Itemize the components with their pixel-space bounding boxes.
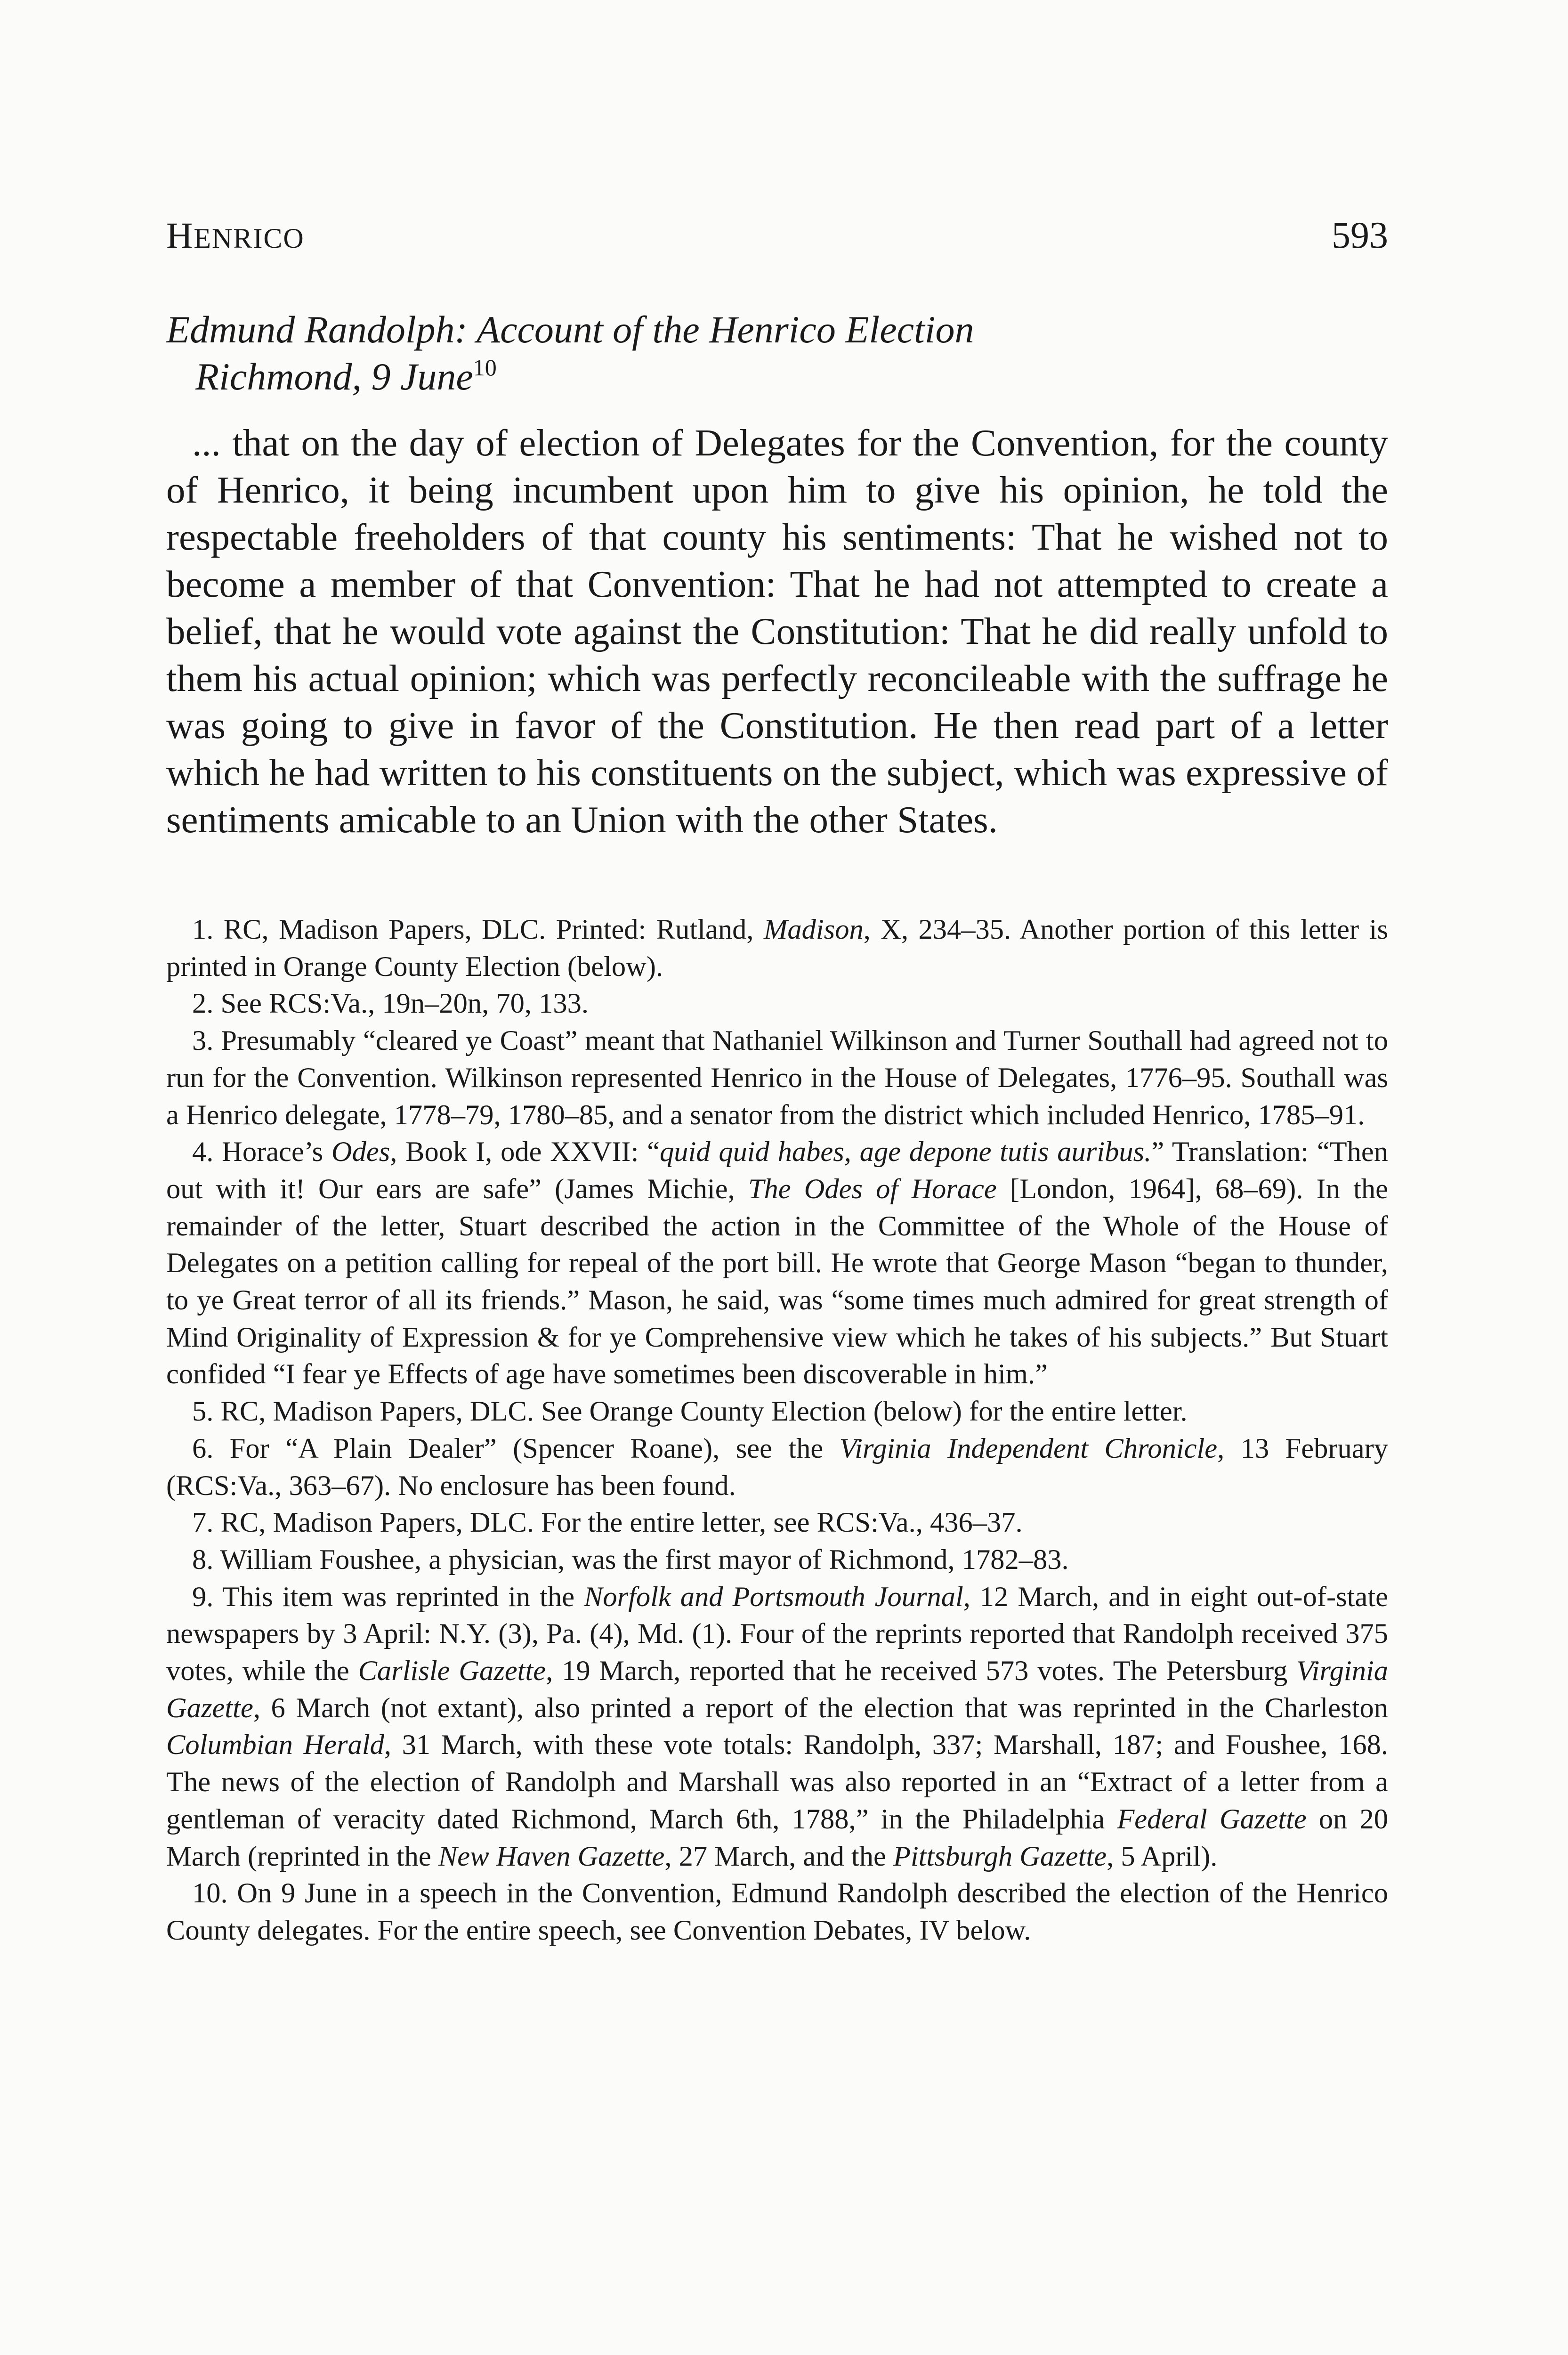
note-reference: 10 (473, 354, 497, 381)
note-italic: Federal Gazette (1117, 1803, 1307, 1835)
note-10: 10. On 9 June in a speech in the Convention, Edmund Randolph described the election of the Henrico County delegates. For the entire speech, see Convention Debates, IV below. (166, 1877, 1388, 1946)
note-text: , 13 February (RCS:Va., 363–67). No enclosure has been found. (166, 1432, 1388, 1502)
note-8: 8. William Foushee, a physician, was the first mayor of Richmond, 1782–83. (192, 1543, 1069, 1575)
document-title: Edmund Randolph: Account of the Henrico Election (166, 308, 974, 351)
page-number: 593 (1332, 215, 1388, 256)
note-italic: Odes (331, 1136, 390, 1168)
note-4 (166, 1134, 1388, 1393)
document-dateline (195, 353, 497, 400)
note-text: [London, 1964], 68–69). In the remainder of the letter, Stuart described the action in the Committee of the Whole of the House of Delegates on a petition calling for repeal of the port bill. He wrote that George Mason “began to thunder, to ye Great terror of all its friends.” Mason, he said, was “some times much admired for great strength of Mind Originality of Expression & for ye Comprehensive view which he takes of his subjects.” But Stuart confided “I fear ye Effects of age have sometimes been discoverable in him.” (166, 1173, 1388, 1390)
note-italic: Virginia Gazette (166, 1655, 1389, 1724)
note-text: ” Translation: “Then out with it! Our ears are safe” (James Michie, (166, 1136, 1388, 1205)
running-head (166, 214, 1388, 271)
note-italic: New Haven Gazette (438, 1840, 665, 1872)
note-italic: Virginia Independent Chronicle (839, 1432, 1218, 1464)
note-italic: Carlisle Gazette (358, 1655, 546, 1687)
dateline-text: Richmond, 9 June (195, 355, 473, 398)
note-text: , 19 March, reported that he received 573 votes. The Petersburg (546, 1655, 1297, 1687)
note-text: , X, 234–35. Another portion of this letter is printed in Orange County Election (below). (166, 914, 1388, 983)
note-italic: Columbian Herald (166, 1729, 384, 1761)
note-text: 1. RC, Madison Papers, DLC. Printed: Rutland, (192, 914, 764, 945)
notes-list (166, 911, 1388, 1949)
note-italic: The Odes of Horace (748, 1173, 997, 1205)
note-italic: Pittsburgh Gazette (893, 1840, 1107, 1872)
note-text: 4. Horace’s (192, 1136, 331, 1168)
note-text: 6. For “A Plain Dealer” (Spencer Roane), see the (192, 1432, 840, 1464)
note-text: on 20 March (reprinted in the (166, 1803, 1388, 1872)
note-9 (166, 1579, 1388, 1876)
note-5: 5. RC, Madison Papers, DLC. See Orange County Election (below) for the entire letter. (192, 1396, 1188, 1428)
note-text: , 31 March, with these vote totals: Randolph, 337; Marshall, 187; and Foushee, 168. The news of the election of Randolph and Marshall was also reported in an “Extract of a letter from a gentleman of veracity dated Richmond, March 6th, 1788,” in the Philadelphia (166, 1729, 1389, 1835)
document-body: ... that on the day of election of Delegates for the Convention, for the county of Henrico, it being incumbent upon him to give his opinion, he told the respectable freeholders of that county his sentiments: That he wished not to become a member of that Convention: That he had not attempted to create a belief, that he would vote against the Constitution: That he did really unfold to them his actual opinion; which was perfectly reconcileable with the suffrage he was going to give in favor of the Constitution. He then read part of a letter which he had written to his constituents on the subject, which was expressive of sentiments amicable to an Union with the other States. (166, 422, 1388, 841)
note-3: 3. Presumably “cleared ye Coast” meant that Nathaniel Wilkinson and Turner Southall had agreed not to run for the Convention. Wilkinson represented Henrico in the House of Delegates, 1776–95. Southall was a Henrico delegate, 1778–79, 1780–85, and a senator from the district which included Henrico, 1785–91. (166, 1025, 1388, 1131)
note-text: , 6 March (not extant), also printed a report of the election that was reprinted in the Charleston (253, 1692, 1388, 1724)
note-text: , 27 March, and the (664, 1840, 893, 1872)
note-6 (166, 1430, 1388, 1504)
note-text: 9. This item was reprinted in the (192, 1581, 584, 1613)
note-7: 7. RC, Madison Papers, DLC. For the entire letter, see RCS:Va., 436–37. (192, 1507, 1023, 1539)
running-head-title-initial: H (166, 215, 194, 256)
note-italic: Norfolk and Portsmouth Journal (583, 1581, 963, 1613)
note-text: , 5 April). (1107, 1840, 1218, 1872)
note-italic: Madison (763, 914, 864, 945)
note-text: , 12 March, and in eight out-of-state newspapers by 3 April: N.Y. (3), Pa. (4), Md. (1). Four of the reprints reported that Randolph received 375 votes, while the (166, 1581, 1388, 1687)
note-2: 2. See RCS:Va., 19n–20n, 70, 133. (192, 988, 589, 1020)
running-head-title (166, 214, 305, 257)
note-italic: quid quid habes, age depone tutis auribus. (660, 1136, 1152, 1168)
note-1 (166, 911, 1388, 985)
running-head-title-rest: ENRICO (194, 223, 305, 254)
note-text: , Book I, ode XXVII: “ (390, 1136, 660, 1168)
